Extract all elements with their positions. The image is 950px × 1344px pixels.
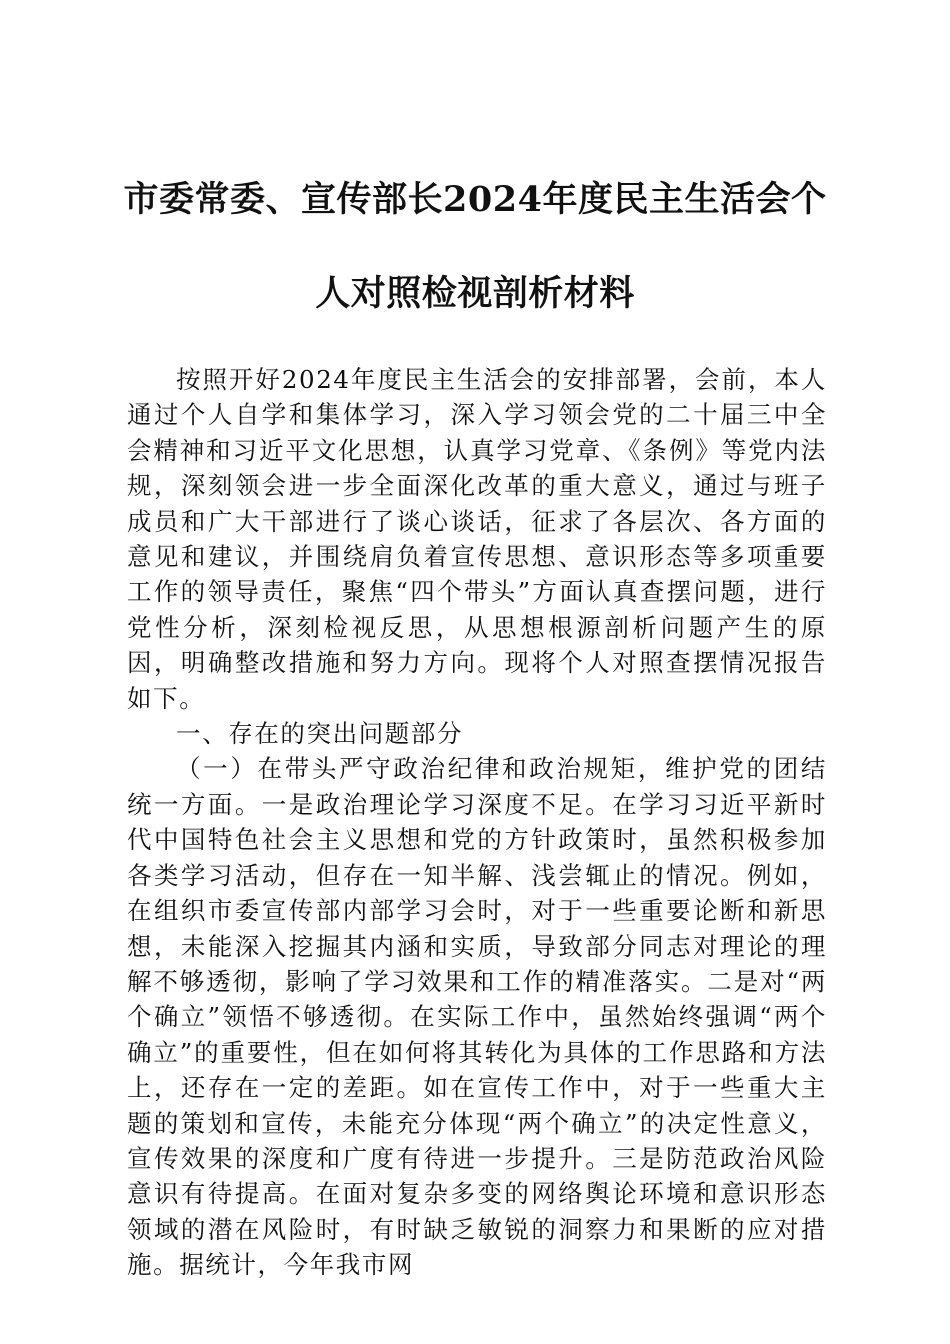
- document-title-line-2: 人对照检视剖析材料: [315, 273, 635, 314]
- section-paragraph: （一）在带头严守政治纪律和政治规矩，维护党的团结统一方面。一是政治理论学习深度不足。在学习习近平新时代中国特色社会主义思想和党的方针政策时，虽然积极参加各类学习活动，但存在一知半解、浅尝辄止的情况。例如，在组织市委宣传部内部学习会时，对于一些重要论断和新思想，未能深入挖掘其内涵和实质，导致部分同志对理论的理解不够透彻，影响了学习效果和工作的精准落实。二是对“两个确立”领悟不够透彻。在实际工作中，虽然始终强调“两个确立”的重要性，但在如何将其转化为具体的工作思路和方法上，还存在一定的差距。如在宣传工作中，对于一些重大主题的策划和宣传，未能充分体现“两个确立”的决定性意义，宣传效果的深度和广度有待进一步提升。三是防范政治风险意识有待提高。在面对复杂多变的网络舆论环境和意识形态领域的潜在风险时，有时缺乏敏锐的洞察力和果断的应对措施。据统计，今年我市网: [127, 754, 827, 1280]
- section-heading: 一、存在的突出问题部分: [176, 719, 464, 749]
- document-body: [127, 362, 827, 1283]
- document-title-line-1: 市委常委、宣传部长2024年度民主生活会个: [123, 179, 827, 220]
- intro-paragraph: 按照开好2024年度民主生活会的安排部署，会前，本人通过个人自学和集体学习，深入学习领会党的二十届三中全会精神和习近平文化思想，认真学习党章、《条例》等党内法规，深刻领会进一步全面深化改革的重大意义，通过与班子成员和广大干部进行了谈心谈话，征求了各层次、各方面的意见和建议，并围绕肩负着宣传思想、意识形态等多项重要工作的领导责任，聚焦“四个带头”方面认真查摆问题，进行党性分析，深刻检视反思，从思想根源剖析问题产生的原因，明确整改措施和努力方向。现将个人对照查摆情况报告如下。: [127, 365, 827, 713]
